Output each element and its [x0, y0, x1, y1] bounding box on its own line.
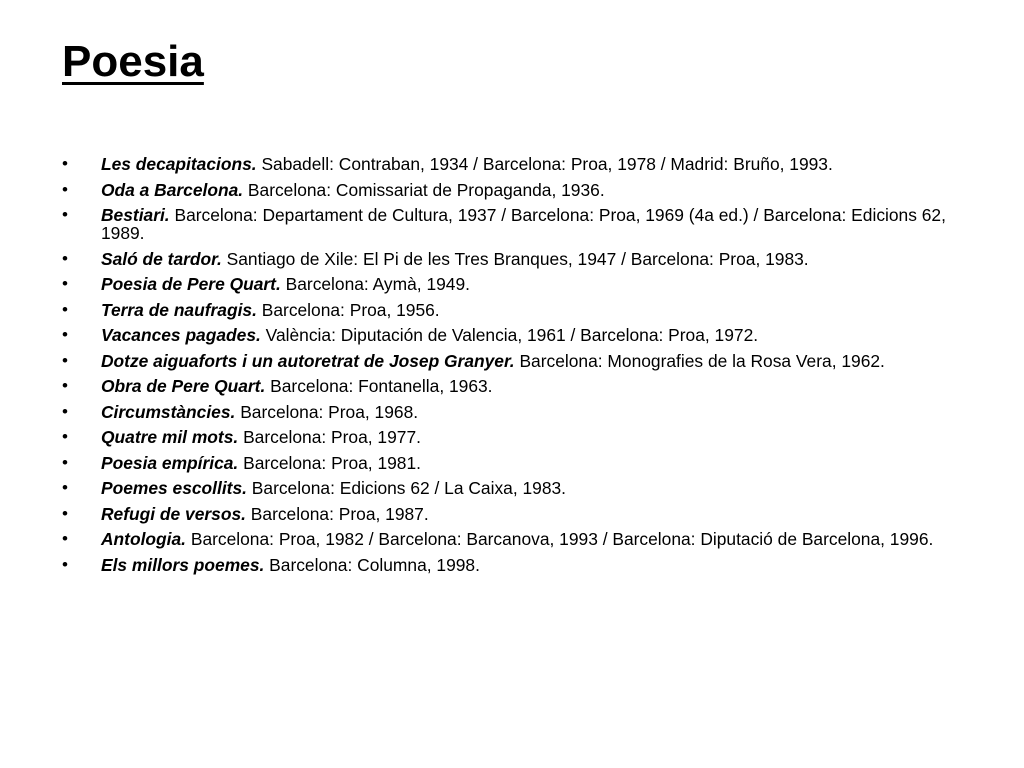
- bullet-icon: •: [62, 274, 68, 293]
- work-title: Les decapitacions.: [101, 154, 257, 174]
- list-item: [62, 505, 962, 523]
- list-item: [62, 428, 962, 446]
- list-item: [62, 454, 962, 472]
- work-title: Refugi de versos.: [101, 503, 246, 524]
- work-details: Barcelona: Proa, 1981.: [238, 452, 421, 473]
- work-details: Barcelona: Columna, 1998.: [264, 554, 480, 575]
- work-details: Barcelona: Fontanella, 1963.: [265, 376, 493, 396]
- bullet-icon: •: [62, 350, 68, 370]
- bullet-icon: •: [62, 376, 68, 395]
- list-item: [62, 326, 962, 344]
- bullet-icon: •: [62, 478, 68, 497]
- bullet-icon: •: [62, 248, 68, 268]
- work-details: Barcelona: Proa, 1968.: [235, 401, 419, 422]
- bullet-icon: •: [62, 325, 68, 344]
- list-item: [62, 377, 962, 395]
- work-title: Poemes escollits.: [101, 478, 247, 498]
- list-item: [62, 155, 962, 173]
- bullet-icon: •: [62, 299, 68, 319]
- bullet-icon: •: [62, 503, 68, 523]
- work-details: Barcelona: Edicions 62 / La Caixa, 1983.: [246, 478, 566, 498]
- work-title: Circumstàncies.: [101, 401, 236, 422]
- work-details: Sabadell: Contraban, 1934 / Barcelona: Proa, 1978 / Madrid: Bruño, 1993.: [256, 154, 833, 174]
- work-title: Saló de tardor.: [101, 248, 222, 269]
- work-details: Barcelona: Departament de Cultura, 1937 / Barcelona: Proa, 1969 (4a ed.) / Barcelona: Edicions 62, 1989.: [101, 205, 946, 243]
- work-details: Santiago de Xile: El Pi de les Tres Branques, 1947 / Barcelona: Proa, 1983.: [221, 248, 809, 269]
- work-details: València: Diputación de Valencia, 1961 / Barcelona: Proa, 1972.: [260, 325, 759, 345]
- bibliography-list: [62, 155, 962, 581]
- bullet-icon: •: [62, 205, 68, 224]
- work-details: Barcelona: Aymà, 1949.: [280, 274, 470, 294]
- work-title: Dotze aiguaforts i un autoretrat de Josep Granyer.: [101, 350, 515, 371]
- bullet-icon: •: [62, 452, 68, 472]
- bullet-icon: •: [62, 154, 68, 173]
- list-item: [62, 352, 962, 370]
- work-title: Poesia empírica.: [101, 452, 239, 473]
- bullet-icon: •: [62, 401, 68, 421]
- bullet-icon: •: [62, 554, 68, 574]
- work-details: Barcelona: Proa, 1977.: [238, 427, 421, 447]
- work-details: Barcelona: Monografies de la Rosa Vera, 1962.: [514, 350, 885, 371]
- bullet-icon: •: [62, 529, 68, 548]
- list-item: [62, 206, 962, 242]
- list-item: [62, 479, 962, 497]
- list-item: [62, 301, 962, 319]
- work-details: Barcelona: Proa, 1956.: [256, 299, 440, 320]
- work-title: Terra de naufragis.: [101, 299, 257, 320]
- work-details: Barcelona: Comissariat de Propaganda, 1936.: [243, 179, 605, 200]
- work-title: Quatre mil mots.: [101, 427, 239, 447]
- list-item: [62, 181, 962, 199]
- bullet-icon: •: [62, 179, 68, 199]
- list-item: [62, 530, 962, 548]
- work-details: Barcelona: Proa, 1987.: [245, 503, 429, 524]
- work-title: Bestiari.: [101, 205, 170, 225]
- work-title: Vacances pagades.: [101, 325, 261, 345]
- work-title: Els millors poemes.: [101, 554, 265, 575]
- work-title: Obra de Pere Quart.: [101, 376, 266, 396]
- slide-title: Poesia: [62, 37, 204, 86]
- list-item: [62, 250, 962, 268]
- work-title: Poesia de Pere Quart.: [101, 274, 281, 294]
- work-details: Barcelona: Proa, 1982 / Barcelona: Barcanova, 1993 / Barcelona: Diputació de Barcelona, 1996.: [186, 529, 934, 549]
- work-title: Antologia.: [101, 529, 187, 549]
- list-item: [62, 403, 962, 421]
- list-item: [62, 275, 962, 293]
- list-item: [62, 556, 962, 574]
- work-title: Oda a Barcelona.: [101, 179, 244, 200]
- bullet-icon: •: [62, 427, 68, 446]
